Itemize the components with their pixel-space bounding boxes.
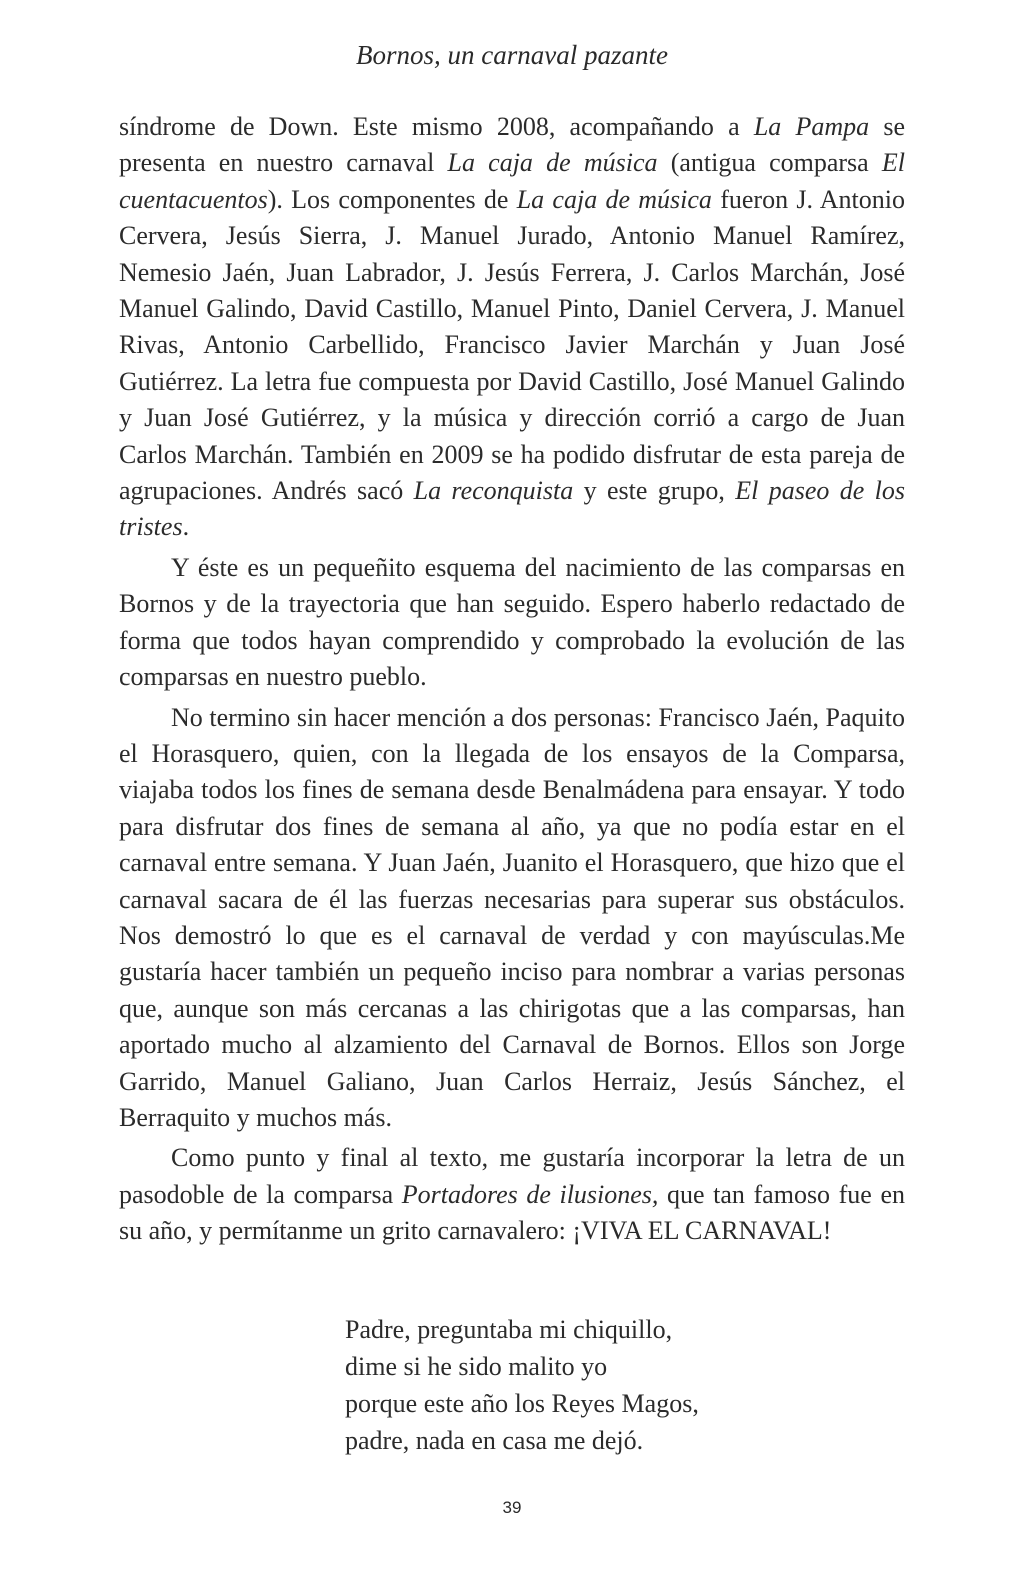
italic-title: La Pampa bbox=[753, 112, 870, 141]
text-run: fueron J. Antonio Cervera, Jesús Sierra, J. Manuel Jurado, Antonio Manuel Ramírez, Nemesio Jaén, Juan Labrador, J. Jesús Ferrera, J. Carlos Marchán, José Manuel Galindo, David Castillo, Manuel Pinto, Daniel Cervera, J. Manuel Rivas, Antonio Carbellido, Francisco Javier Marchán y Juan José Gutiérrez. La letra fue compuesta por David Castillo, José Manuel Galindo y Juan José Gutiérrez, y la música y dirección corrió a cargo de Juan Carlos Marchán. También en 2009 se ha podido disfrutar de esta pareja de agrupaciones. Andrés sacó bbox=[119, 184, 906, 506]
text-run: que tan famoso fue en su año, y permítanme un grito carnavalero: ¡VIVA EL CARNAVAL! bbox=[119, 1179, 905, 1246]
verse-line: porque este año los Reyes Magos, bbox=[345, 1389, 699, 1418]
text-run: ). Los componentes de bbox=[267, 184, 517, 214]
text-run: Como punto y final al texto, me gustaría incorporar la letra de un pasodoble de la comparsa bbox=[119, 1143, 905, 1209]
text-run: Y éste es un pequeñito esquema del nacimiento de las comparsas en Bornos y de la trayectoria que han seguido. Espero haberlo redactado de forma que todos hayan comprendido y comprobado la evolución de las comparsas en nuestro pueblo. bbox=[119, 552, 905, 692]
italic-title: La caja de música bbox=[447, 148, 658, 178]
paragraph bbox=[119, 1140, 905, 1249]
italic-title: La reconquista bbox=[413, 476, 574, 506]
paragraph bbox=[119, 550, 905, 696]
running-head: Bornos, un carnaval pazante bbox=[356, 40, 668, 70]
text-run: . bbox=[182, 512, 190, 542]
text-run: y este grupo, bbox=[573, 476, 736, 506]
paragraph bbox=[119, 700, 905, 1137]
italic-title: La caja de música bbox=[516, 184, 712, 214]
verse-line: padre, nada en casa me dejó. bbox=[345, 1426, 644, 1455]
body-text bbox=[119, 109, 905, 1250]
text-run: síndrome de Down. Este mismo 2008, acompañando a bbox=[119, 112, 754, 141]
verse-stanza bbox=[345, 1311, 699, 1459]
verse-line: dime si he sido malito yo bbox=[345, 1352, 608, 1381]
page-number: 39 bbox=[502, 1498, 522, 1517]
text-run: (antigua comparsa bbox=[657, 148, 882, 178]
paragraph bbox=[119, 109, 905, 546]
verse-line: Padre, preguntaba mi chiquillo, bbox=[345, 1315, 673, 1344]
italic-title: El paseo de los tristes bbox=[119, 476, 905, 542]
italic-title: El cuentacuentos bbox=[119, 148, 906, 214]
italic-title: Portadores de ilusiones, bbox=[401, 1179, 659, 1209]
text-run: No termino sin hacer mención a dos personas: Francisco Jaén, Paquito el Horasquero, quien, con la llegada de los ensayos de la Comparsa, viajaba todos los fines de semana desde Benalmádena para ensayar. Y todo para disfrutar dos fines de semana al año, ya que no podía estar en el carnaval entre semana. Y Juan Jaén, Juanito el Horasquero, que hizo que el carnaval sacara de él las fuerzas necesarias para superar sus obstáculos. Nos demostró lo que es el carnaval de verdad y con mayúsculas.Me gustaría hacer también un pequeño inciso para nombrar a varias personas que, aunque son más cercanas a las chirigotas que a las comparsas, han aportado mucho al alzamiento del Carnaval de Bornos. Ellos son Jorge Garrido, Manuel Galiano, Juan Carlos Herraiz, Jesús Sánchez, el Berraquito y muchos más. bbox=[119, 702, 905, 1132]
text-run: se presenta en nuestro carnaval bbox=[119, 112, 905, 178]
